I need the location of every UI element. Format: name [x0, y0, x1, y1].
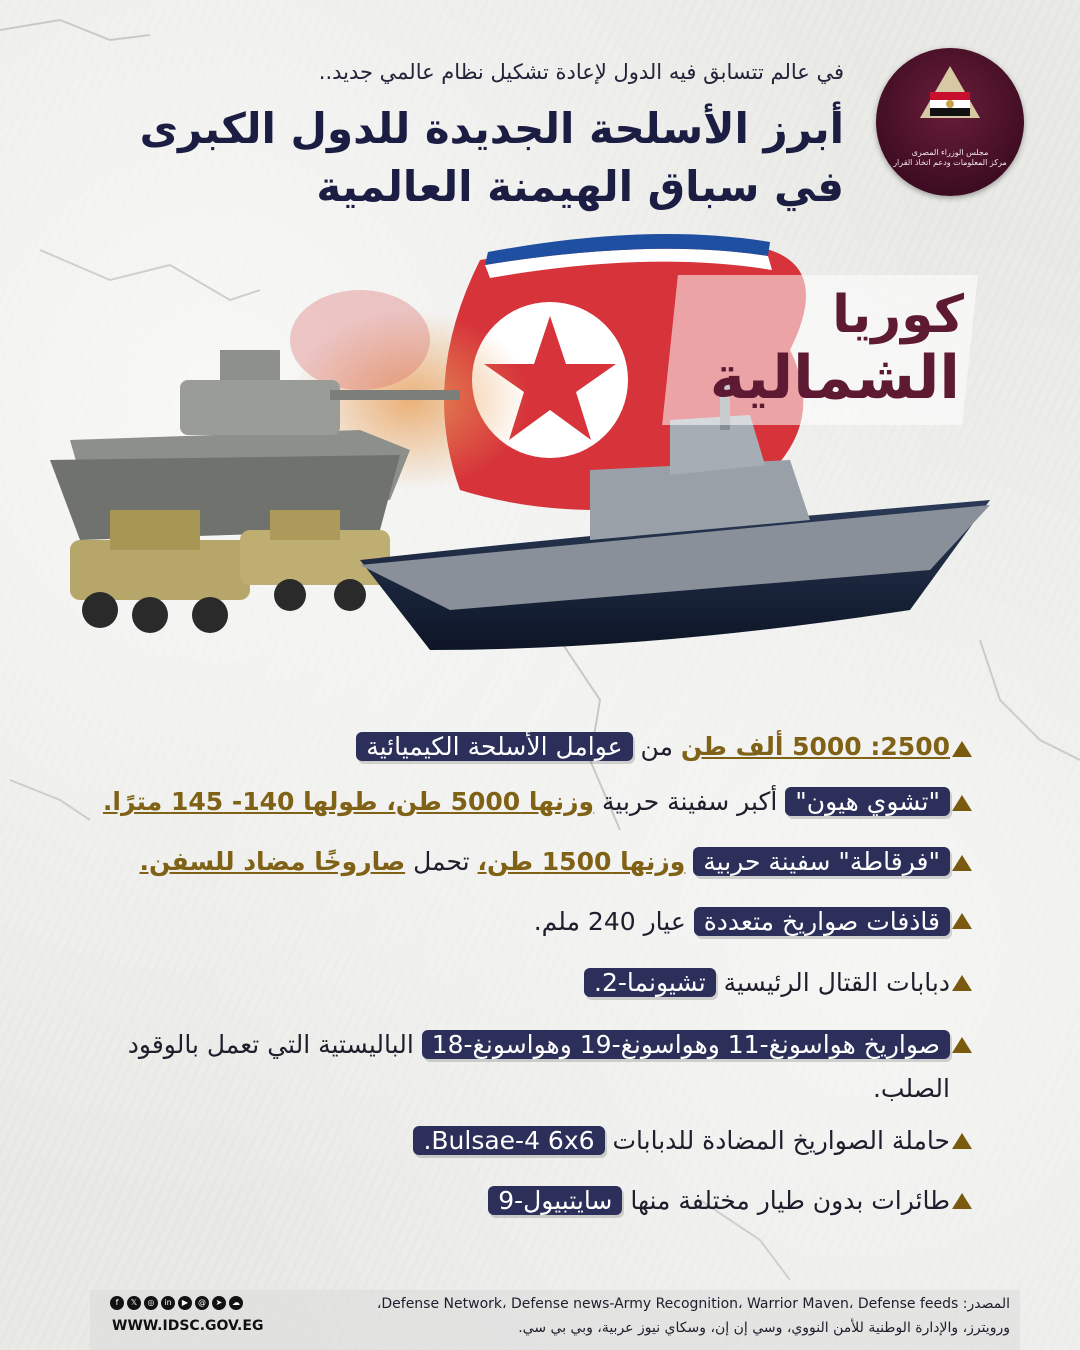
youtube-icon[interactable]: ▶: [178, 1296, 192, 1310]
list-item: [100, 1023, 950, 1111]
list-item: [140, 840, 951, 884]
item-highlight: تشيونما-2.: [584, 968, 716, 997]
item-text-rest: تحمل: [405, 847, 478, 876]
bullet-triangle-icon: [952, 741, 972, 757]
country-name-line2: الشمالية: [709, 343, 960, 413]
item-text-rest: الباليستية التي تعمل بالوقود الصلب.: [127, 1030, 950, 1103]
item-highlight: "فرقاطة" سفينة حربية: [693, 847, 950, 876]
item-highlight: صواريخ هواسونغ-11 وهواسونغ-19 وهواسونغ-18: [422, 1030, 950, 1059]
telegram-icon[interactable]: ➤: [212, 1296, 226, 1310]
bullet-triangle-icon: [952, 1133, 972, 1149]
country-tag: [670, 275, 970, 425]
bullet-triangle-icon: [952, 975, 972, 991]
source-line2: ورويترز، والإدارة الوطنية للأمن النووي، وسي إن إن، وسكاي نيوز عربية، وبي بي سي.: [518, 1320, 1010, 1336]
list-item: [356, 725, 950, 769]
list-item: [103, 780, 950, 824]
item-highlight: "تشوي هيون": [785, 787, 950, 816]
list-item: [534, 900, 950, 944]
bullet-triangle-icon: [952, 855, 972, 871]
item-text: طائرات بدون طيار مختلفة منها: [622, 1186, 950, 1215]
linkedin-icon[interactable]: in: [161, 1296, 175, 1310]
facebook-icon[interactable]: f: [110, 1296, 124, 1310]
idsc-logo: [876, 48, 1024, 196]
title-line2: في سباق الهيمنة العالمية: [316, 162, 844, 211]
lead-text: في عالم تتسابق فيه الدول لإعادة تشكيل نظام عالمي جديد..: [318, 60, 844, 84]
item-text-rest: عيار 240 ملم.: [533, 907, 694, 936]
item-text: من: [632, 732, 681, 761]
item-highlight: قاذفات صواريخ متعددة: [694, 907, 950, 936]
item-text: دبابات القتال الرئيسية: [715, 968, 950, 997]
list-item: [584, 961, 950, 1005]
bullet-triangle-icon: [952, 795, 972, 811]
list-item: [488, 1179, 950, 1223]
item-highlight: عوامل الأسلحة الكيميائية: [356, 732, 632, 761]
list-item: [413, 1119, 950, 1163]
logo-text-line2: مركز المعلومات ودعم اتخاذ القرار: [893, 158, 1007, 167]
bullet-triangle-icon: [952, 913, 972, 929]
country-name-line1: كوريا: [832, 285, 964, 345]
item-gold-text-2: صاروخًا مضاد للسفن.: [139, 847, 406, 876]
item-highlight: سايتبيول-9: [488, 1186, 622, 1215]
item-text: حاملة الصواريخ المضادة للدبابات: [604, 1126, 950, 1155]
social-icons: [110, 1296, 243, 1310]
instagram-icon[interactable]: ◎: [144, 1296, 158, 1310]
threads-icon[interactable]: @: [195, 1296, 209, 1310]
item-value: 2500: 5000 ألف طن: [680, 732, 950, 761]
soundcloud-icon[interactable]: ☁: [229, 1296, 243, 1310]
bullet-triangle-icon: [952, 1193, 972, 1209]
title-line1: أبرز الأسلحة الجديدة للدول الكبرى: [139, 104, 844, 153]
item-highlight: Bulsae-4 6x6.: [413, 1126, 604, 1155]
item-gold-text: وزنها 1500 طن،: [477, 847, 686, 876]
website-link[interactable]: WWW.IDSC.GOV.EG: [112, 1318, 264, 1334]
item-text: أكبر سفينة حربية: [594, 787, 786, 816]
page-title: [44, 100, 844, 216]
item-gold-text: وزنها 5000 طن، طولها 140- 145 مترًا.: [102, 787, 595, 816]
logo-text-line1: مجلس الوزراء المصرى: [911, 148, 989, 157]
x-icon[interactable]: 𝕏: [127, 1296, 141, 1310]
bullet-triangle-icon: [952, 1037, 972, 1053]
source-line1: المصدر: Defense Network، Defense news-Army Recognition، Warrior Maven، Defense feeds،: [376, 1296, 1010, 1312]
